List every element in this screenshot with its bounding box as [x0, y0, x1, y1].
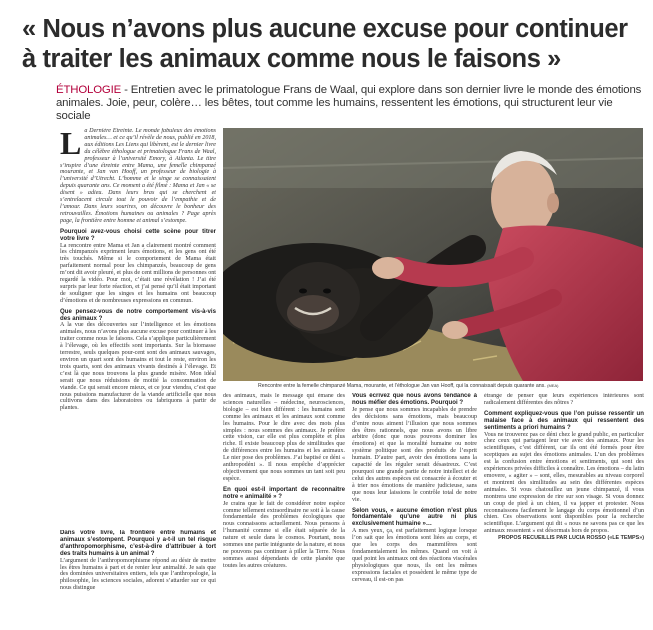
headline-line-1: « Nous n’avons plus aucune excuse pour continuer	[22, 15, 628, 43]
column-5	[484, 393, 644, 625]
answer-7: Vous ne trouverez pas ce déni chez le grand public, en particulier chez ceux qui partagent leur vie avec des animaux. Pour les scientifiques, c’est différent, car ils ont été formés pour être sceptiques au sujet des émotions animales. L’un des problèmes est la confusion entre émotions et sentiments, qui sont des expériences privées difficiles à connaître. Les émotions – du latin emovere, « agiter » – sont, elles, mesurables au niveau corporel et montrent des similitudes au sein des différentes espèces animales. Si vous chatouillez un jeune chimpanzé, il vous montrera une expression de rire sur son visage. Si vous donnez un coup de pied à un chien, il va japper et protester. Nous reconnaissons facilement le langage du corps émotionnel d’un chien. Ces observations sont disponibles pour la recherche scientifique. L’argument qui dit « nous ne savons pas ce que les animaux ressentent » est désormais hors de propos.	[484, 431, 644, 535]
photo-caption	[258, 383, 638, 389]
chapo	[56, 84, 646, 123]
answer-3: L’argument de l’anthropomorphisme répond au désir de mettre les êtres humains à part et de renier leur animalité. Je sais que des dominées universitaires entiers, tels que l’anthropologie, la philosophie, les sciences sociales, adorent s’attarder sur ce qui nous distingue	[60, 557, 216, 592]
intro-paragraph	[60, 128, 216, 225]
headline	[22, 14, 642, 74]
column-4	[352, 393, 477, 625]
photo-illustration	[223, 128, 643, 381]
answer-6-continued: étrange de penser que leurs expériences intérieures sont radicalement différentes des nôtres ?	[484, 393, 644, 406]
answer-6: A mes yeux, ça, est parfaitement logique lorsque l’on sait que les émotions sont liées au corps, et que les corps des mammifères sont fondamentalement les mêmes. Quand on voit à quel point les animaux ont des réactions viscérales physiologiques que nous, ils ont les mêmes expressions faciales et possèdent le même type de cerveau, il est-on pas	[352, 528, 477, 583]
chapo-text: - Entretien avec le primatologue Frans de Waal, qui explore dans son dernier livre le monde des émotions animales. Joie, peur, colère… les bêtes, tout comme les humains, ressentent les émotions, qui structurent leur vie sociale	[56, 84, 642, 122]
question-6: Selon vous, « aucune émotion n’est plus fondamentale qu’une autre ni plus exclusivement humaine »…	[352, 506, 477, 528]
caption-text: Rencontre entre la femelle chimpanzé Mama, mourante, et l’éthologue Jan van Hooff, qui la connaissait depuis quarante ans.	[258, 383, 546, 389]
question-2: Que pensez-vous de notre comportement vis-à-vis des animaux ?	[60, 307, 216, 322]
dropcap: L	[60, 128, 82, 161]
answer-4: Je crains que le fait de considérer notre espèce comme tellement extraordinaire ne soit à la cause fondamentale des problèmes écologiques que nous connaissons actuellement. Nous pensons à l’humanité comme si elle était séparée de la nature et seule dans le cosmos. Pourtant, nous sommes une partie intégrante de la nature, et nous ne pouvons pas continuer à piller la Terre. Nous sommes aussi dépendants de cette planète que toutes les autres créatures.	[223, 500, 345, 569]
column-2	[60, 530, 216, 624]
question-4: En quoi est-il important de reconnaître notre « animalité » ?	[223, 485, 345, 500]
question-5: Vous écrivez que nous avons tendance à nous méfier des émotions. Pourquoi ?	[352, 393, 477, 406]
question-3: Dans votre livre, la frontière entre humains et animaux s’estompent. Pourquoi y a-t-il un tel risque d’anthropomorphisme, c’est-à-dire d’attribuer à tort des traits humains à un animal ?	[60, 530, 216, 557]
answer-1: La rencontre entre Mama et Jan a clairement montré comment les chimpanzés expriment leurs émotions, et les gens ont été très touchés. Même si le comportement de Mama était parfaitement normal pour les chimpanzés, beaucoup de gens m’ont dit avoir pleuré, et plus de cent millions de personnes ont regardé la vidéo. Pour moi, c’était une révélation ! J’ai été surpris par leur forte réaction, et j’ai pensé qu’il était important de souligner que les singes et les humains ont beaucoup d’émotions et de nombreuses expressions en commun.	[60, 242, 216, 304]
signature: PROPOS RECUEILLIS PAR LUCIA ROSSO («LE TEMPS»)	[498, 535, 644, 542]
question-1: Pourquoi avez-vous choisi cette scène pour titrer votre livre ?	[60, 227, 216, 242]
answer-3-continued: des animaux, mais le message qui émane des sciences naturelles – médecine, neurosciences, biologie – est bien différent : les humains sont comme les animaux et les animaux sont comme les humains. Pour le dire avec des mots plus simples : nous sommes des animaux. Je préfère cette vision, car elle est plus complète et plus riche. Il existe beaucoup plus de similitudes que de différences entre les humains et les animaux. Le nier pose des problèmes. J’ai baptisé ce déni « anthropodéni ». Il nous empêche d’apprécier objectivement que nous sommes un tant soit peu espèce.	[223, 393, 345, 482]
answer-5: Je pense que nous sommes incapables de prendre des décisions sans émotions, mais beaucoup d’entre nous aiment l’illusion que nous sommes des êtres rationnels, que nous avons un libre arbitre (donc que nous pouvons dominer les émotions) et que la moralité humaine ou notre système politique sont des produits de l’esprit humain. D’autre part, avoir des émotions sans la capacité de les réguler serait désastreux. C’est pourquoi une grande partie de notre intellect et de celui des autres espèces est consacrée à écouter et à trier nos émotions de manière judicieuse, sans que nous leur laissions le contrôle total de notre vie.	[352, 406, 477, 503]
answer-2: A la vue des découvertes sur l’intelligence et les émotions animales, nous n’avons plus aucune excuse pour continuer à les traiter comme nous le faisons. Cela s’applique particulièrement à l’élevage, où les effectifs sont importants. Sur la biomasse terrestre, seuls quelques pour-cent sont des animaux sauvages, environ un quart sont des humains et tout le reste, environ les trois quarts, sont des animaux vivants destinés à l’élevage. Et c’est là que nous trouvons la plus grande misère. Mon idéal serait que nous réduisions de moitié la consommation de viande. Ce qui serait encore mieux, et ce jour viendra, c’est que nous puissions manufacturer de la viande artificielle que nous cultivons dans des laboratoires ou fabriquons à partir de plantes.	[60, 322, 216, 412]
intro-text: a Dernière Etreinte. Le monde fabuleux des émotions animales… et ce qu’il révèle de nous, publié en 2018, aux éditions Les Liens qui libèrent, est le dernier livre du célèbre éthologue et primatologue Frans de Waal, professeur à l’université Emory, à Atlanta. Le titre s’inspire d’une étreinte entre Mama, une femelle chimpanzé mourante, et Jan van Hooff, un professeur de biologie à l’université d’Utrecht. L’homme et le singe se connaissaient depuis quarante ans. Ce moment a été filmé : Mama et Jan « se disent » adieu. Dans leurs bras qui se cherchent et s’entrelacent circule tout le pouvoir de l’empathie et de l’amour. Dans leurs sourires, on découvre le bonheur des retrouvailles. Émotions humaines ou animales ? Page après page, la frontière entre homme et animal s’estompe.	[60, 128, 216, 224]
question-7: Comment expliquez-vous que l’on puisse ressentir un malaise face à des animaux qui ressentent des sentiments a priori humains ?	[484, 409, 644, 431]
photo-credit: (MEA)	[547, 383, 559, 388]
chapo-kicker: ÉTHOLOGIE	[56, 84, 122, 96]
article-photo	[223, 128, 643, 381]
column-3	[223, 393, 345, 625]
headline-line-2: à traiter les animaux comme nous le faisons »	[22, 45, 561, 73]
